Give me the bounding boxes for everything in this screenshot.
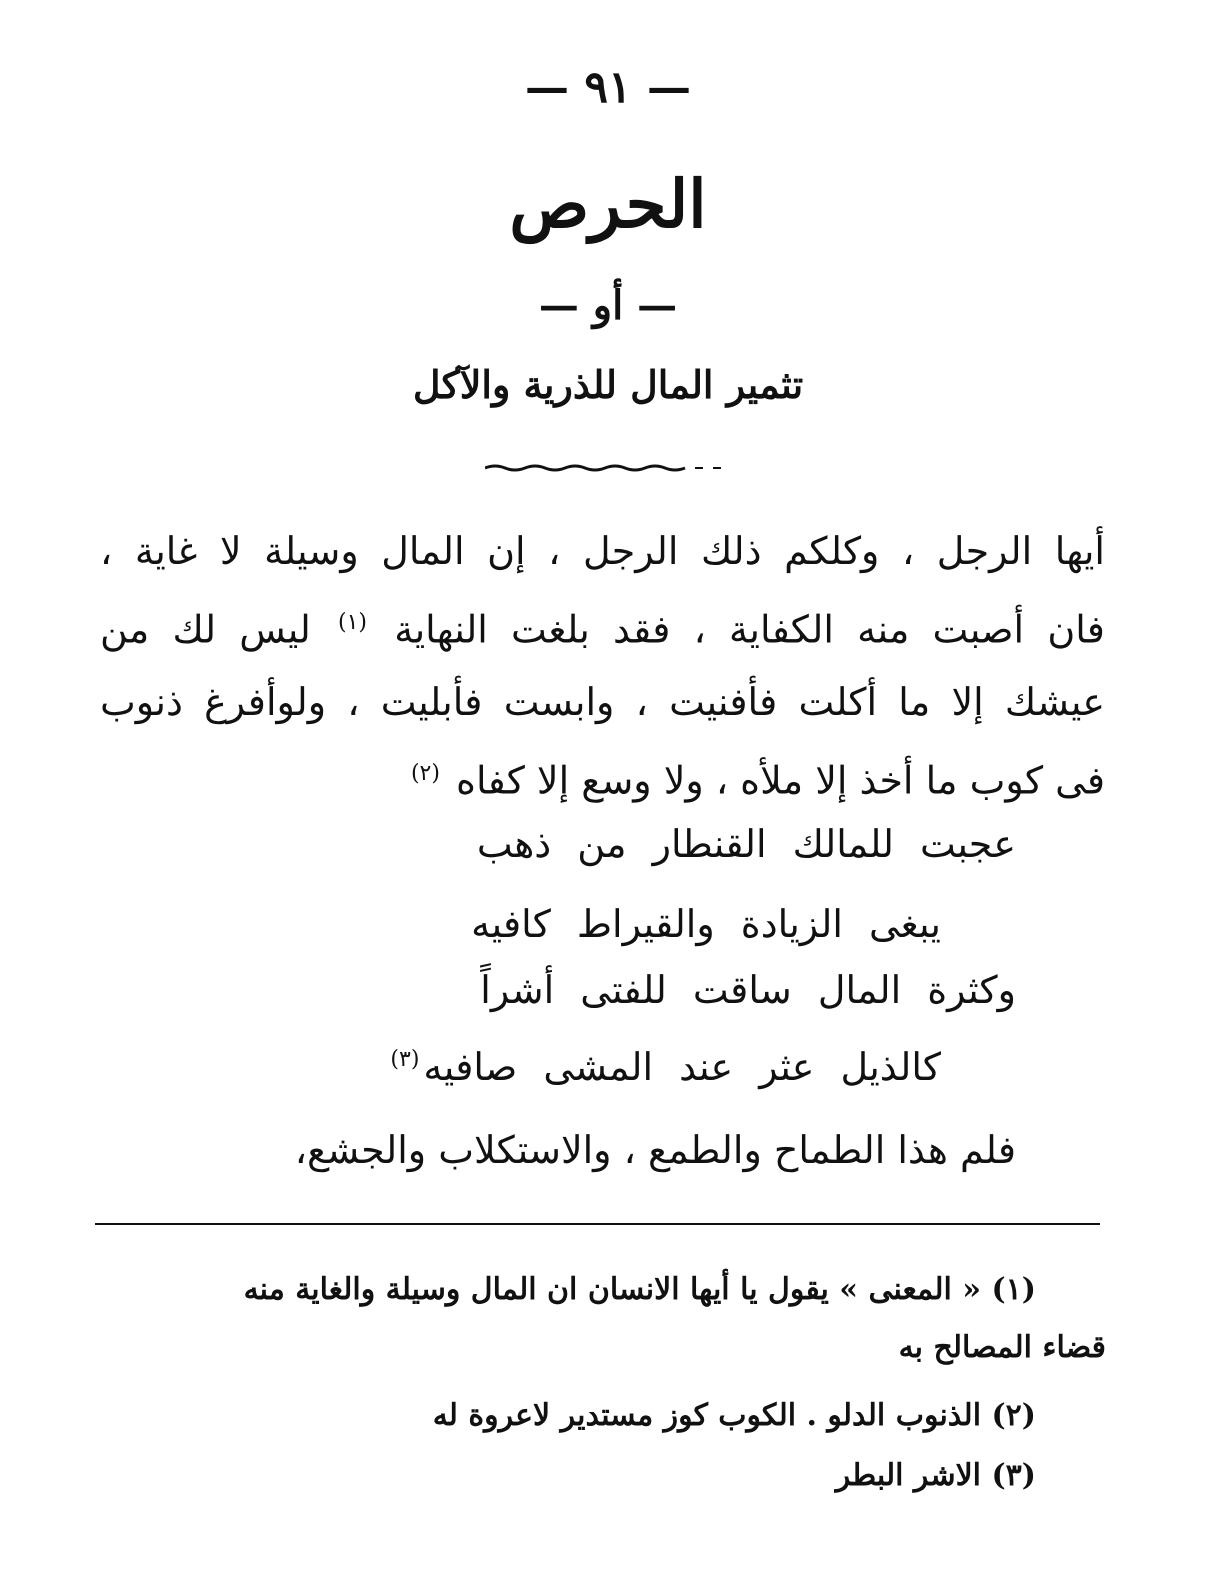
paragraph-segment: فى كوب ما أخذ إلا ملأه ، ولا وسع إلا كفاه: [456, 758, 1105, 803]
ornament-divider: [485, 462, 735, 474]
chapter-title: الحرص: [509, 165, 707, 243]
paragraph-segment: فان أصبت منه الكفاية ، فقد بلغت النهاية: [394, 607, 1105, 652]
or-separator: — أو —: [538, 282, 678, 329]
footnote-rule: [95, 1223, 1100, 1225]
paragraph-line: [100, 738, 1105, 817]
footnote-1: (١) « المعنى » يقول يا أيها الانسان ان المال وسيلة والغاية منه: [243, 1272, 1036, 1307]
chapter-subtitle: تثمير المال للذرية والآكل: [412, 362, 804, 407]
page-number: — ٩١ —: [525, 62, 691, 113]
poem-verse: عجبت للمالك القنطار من ذهب: [476, 822, 1016, 866]
poem-verse-text: كالذيل عثر عند المشى صافيه: [423, 1045, 941, 1089]
paragraph-line: عيشك إلا ما أكلت فأفنيت ، وابست فأبليت ، ولوأفرغ ذنوب: [100, 679, 1105, 724]
footnote-3: (٣) الاشر البطر: [835, 1458, 1036, 1493]
poem-verse: وكثرة المال ساقت للفتى أشراً: [480, 968, 1016, 1012]
paragraph-line: أيها الرجل ، وكلكم ذلك الرجل ، إن المال وسيلة لا غاية ،: [100, 529, 1105, 573]
poem-verse: [386, 1045, 941, 1089]
footnote-1-continuation: قضاء المصالح به: [898, 1330, 1106, 1365]
paragraph-line: [100, 587, 1105, 666]
footnote-2: (٢) الذنوب الدلو . الكوب كوز مستدير لاعروة له: [432, 1398, 1036, 1433]
footnote-ref: (٣): [390, 1047, 420, 1073]
footnote-ref: (١): [337, 610, 367, 635]
paragraph-segment: ليس لك من: [100, 607, 311, 652]
main-paragraph: [100, 515, 1105, 816]
footnote-ref: (٢): [410, 760, 440, 786]
closing-line: فلم هذا الطماح والطمع ، والاستكلاب والجشع،: [294, 1128, 1016, 1172]
poem-verse: يبغى الزيادة والقيراط كافيه: [471, 902, 941, 946]
